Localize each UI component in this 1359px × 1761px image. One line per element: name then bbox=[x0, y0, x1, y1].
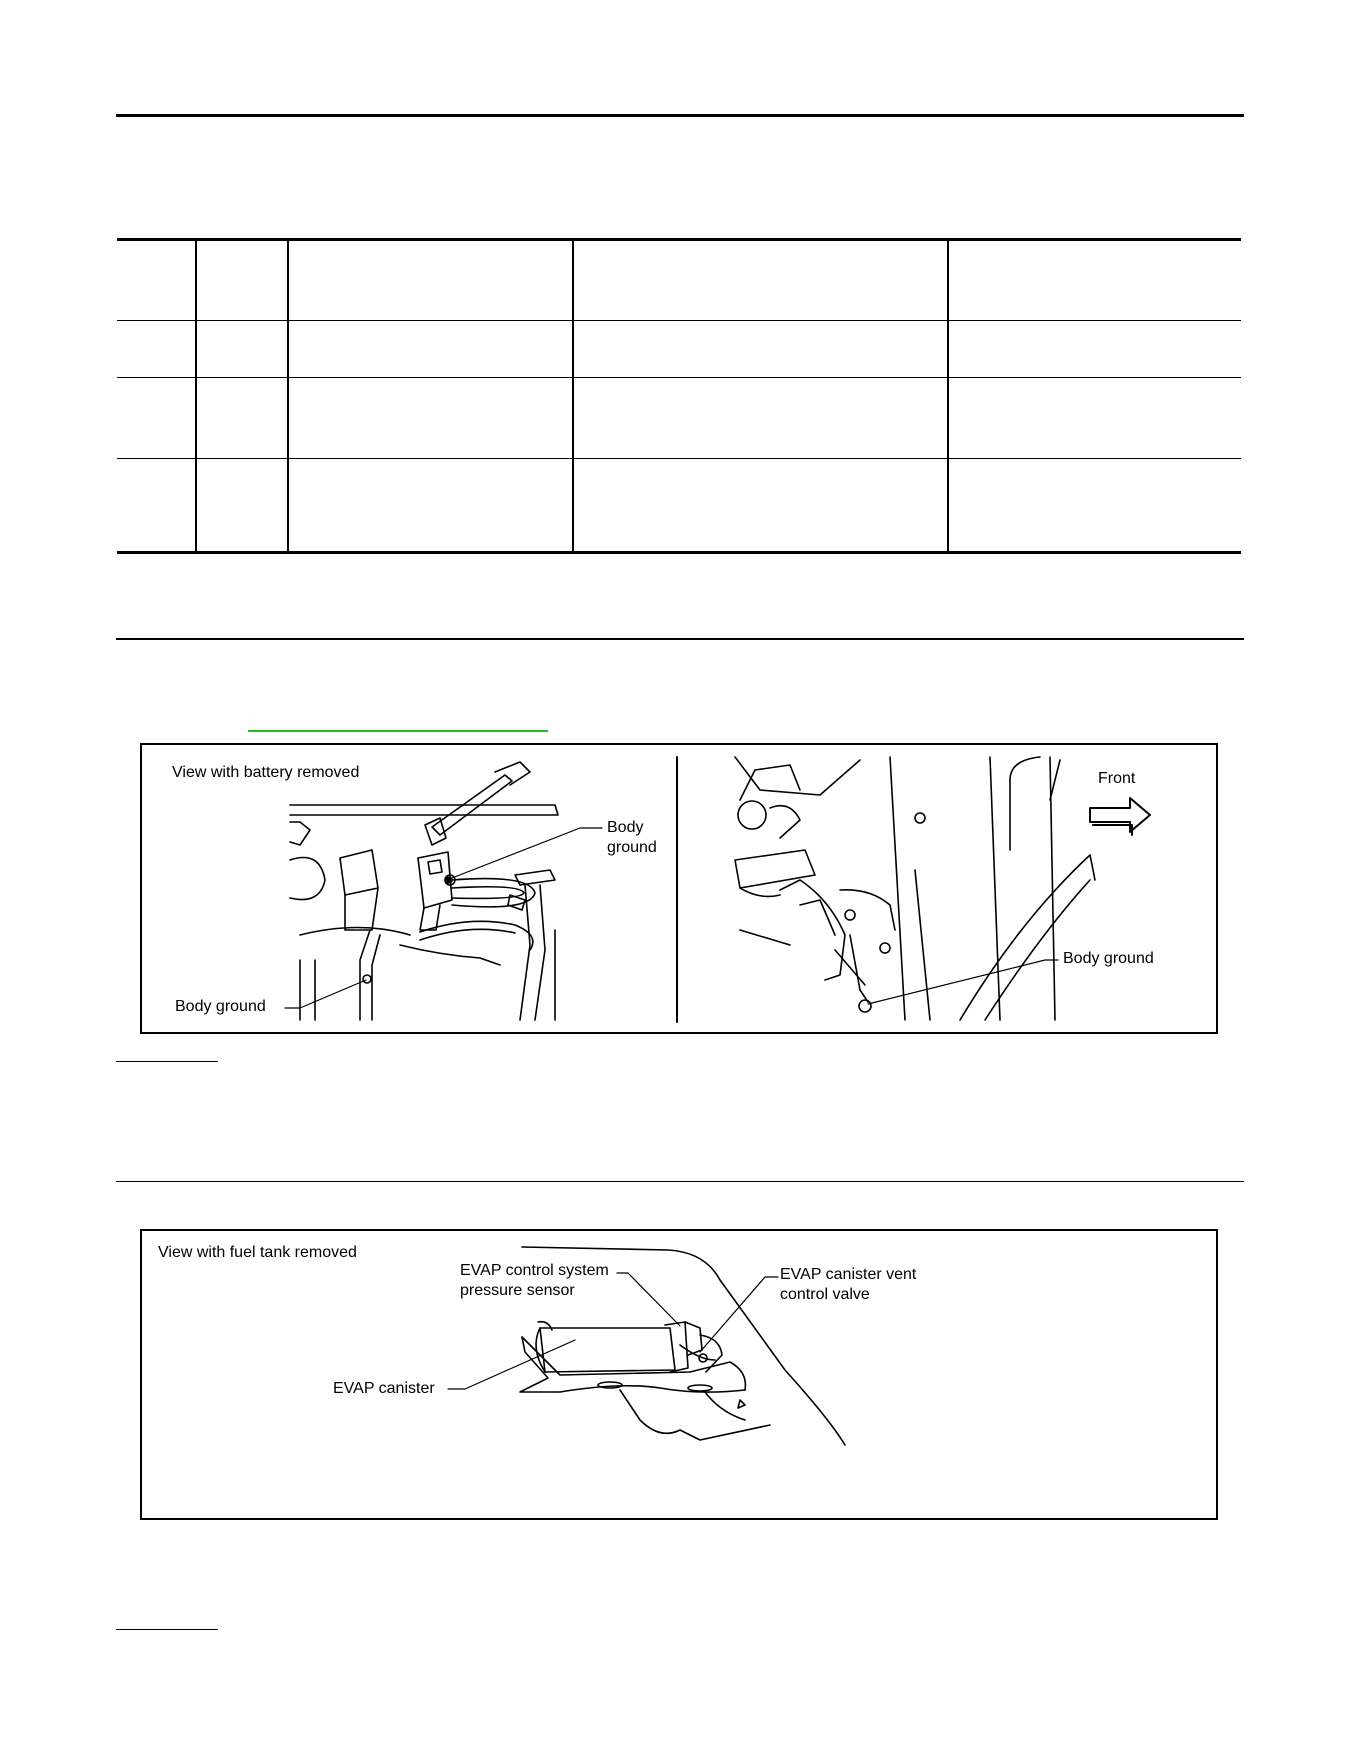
callout-pressure-sensor-line1: EVAP control system bbox=[460, 1262, 609, 1279]
callout-vent-valve bbox=[780, 1265, 916, 1305]
callout-body-ground-right: Body ground bbox=[1063, 950, 1154, 967]
callout-vent-valve-line2: control valve bbox=[780, 1286, 870, 1303]
front-label: Front bbox=[1098, 770, 1136, 787]
callout-body-ground-upper-line1: Body bbox=[607, 819, 644, 836]
callout-body-ground-upper-line2: ground bbox=[607, 839, 657, 856]
callout-canister: EVAP canister bbox=[333, 1380, 435, 1397]
figure2-footnote-rule bbox=[116, 1629, 218, 1630]
callout-vent-valve-line1: EVAP canister vent bbox=[780, 1266, 917, 1283]
callout-pressure-sensor-line2: pressure sensor bbox=[460, 1282, 575, 1299]
figure1-view-label: View with battery removed bbox=[172, 764, 360, 781]
callout-pressure-sensor bbox=[460, 1261, 609, 1301]
callout-body-ground-lower: Body ground bbox=[175, 998, 266, 1015]
figure2-view-label: View with fuel tank removed bbox=[158, 1244, 357, 1261]
